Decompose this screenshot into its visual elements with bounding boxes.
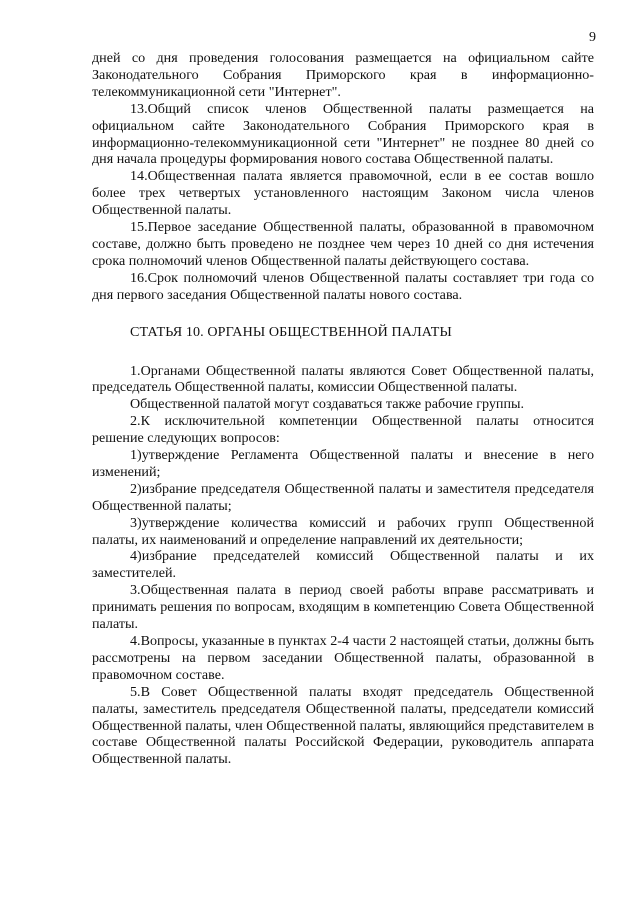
list-item-2: 2)избрание председателя Общественной палаты и заместителя председателя Общественной палаты; [92,480,594,514]
document-body [92,50,594,768]
paragraph-item-15: 15.Первое заседание Общественной палаты, образованной в правомочном составе, должно быть проведено не позднее чем через 10 дней со дня истечения срока полномочий членов Общественной палаты действующего состава. [92,219,594,269]
list-item-3: 3)утверждение количества комиссий и рабочих групп Общественной палаты, их наименований и определение направлений их деятельности; [92,514,594,548]
paragraph-item-16: 16.Срок полномочий членов Общественной палаты составляет три года со дня первого заседания Общественной палаты нового состава. [92,269,594,303]
article-heading: СТАТЬЯ 10. ОРГАНЫ ОБЩЕСТВЕННОЙ ПАЛАТЫ [130,323,452,340]
paragraph-article-1: 1.Органами Общественной палаты являются Совет Общественной палаты, председатель Общественной палаты, комиссии Общественной палаты. [92,362,594,396]
list-item-1: 1)утверждение Регламента Общественной палаты и внесение в него изменений; [92,447,594,480]
paragraph-article-3: 3.Общественная палата в период своей работы вправе рассматривать и принимать решения по вопросам, входящим в компетенцию Совета Общественной палаты. [92,582,594,633]
page-number: 9 [589,30,596,45]
paragraph-article-4: 4.Вопросы, указанные в пунктах 2-4 части 2 настоящей статьи, должны быть рассмотрены на первом заседании Общественной палаты, образованной в правомочном составе. [92,633,594,683]
paragraph-item-14: 14.Общественная палата является правомочной, если в ее состав вошло более трех четвертых установленного настоящим Законом числа членов Общественной палаты. [92,168,594,219]
paragraph-article-5: 5.В Совет Общественной палаты входят председатель Общественной палаты, заместитель председателя Общественной палаты, председатели комиссий Общественной палаты, член Общественной палаты, являющийся представителем в составе Общественной палаты Российской Федерации, руководитель аппарата Общественной палаты. [92,683,594,768]
list-item-4: 4)избрание председателей комиссий Общественной палаты и их заместителей. [92,548,594,582]
paragraph-working-groups: Общественной палатой могут создаваться также рабочие группы. [130,396,524,413]
paragraph-continuation: дней со дня проведения голосования размещается на официальном сайте Законодательного Собрания Приморского края в информационно-телекоммуникационной сети "Интернет". [92,50,594,100]
paragraph-article-2: 2.К исключительной компетенции Общественной палаты относится решение следующих вопросов: [92,413,594,447]
paragraph-item-13: 13.Общий список членов Общественной палаты размещается на официальном сайте Законодательного Собрания Приморского края в информационно-телекоммуникационной сети "Интернет" не позднее 80 дней со дня начала процедуры формирования нового состава Общественной палаты. [92,100,594,168]
